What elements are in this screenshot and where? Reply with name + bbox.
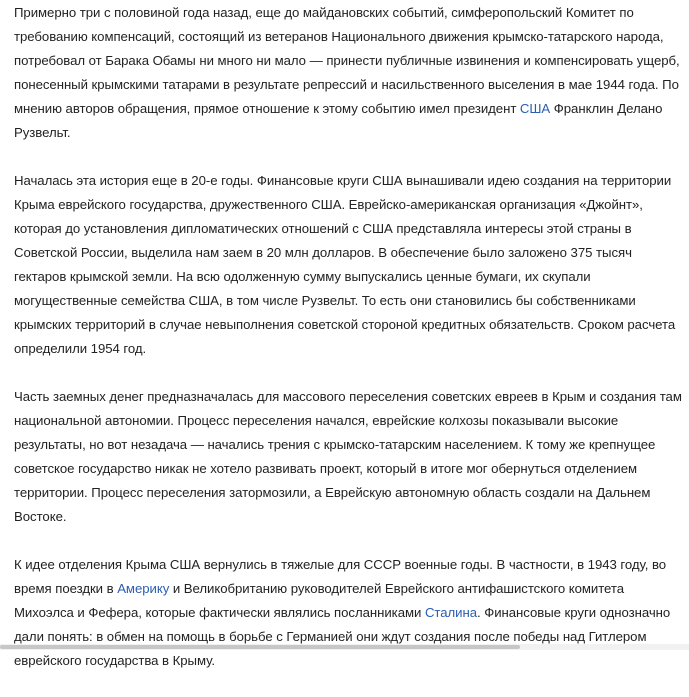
paragraph-4-text-end: . Финансовые круги однозначно дали понять: в обмен на помощь в борьбе с Германией они ждут создания после победы над Гитлером еврейского государства в Крыму. [14,605,671,668]
paragraph-4-text: К идее отделения Крыма США вернулись в тяжелые для СССР военные годы. В частности, в 1943 году, во время поездки в [14,557,667,596]
link-usa[interactable]: США [519,101,551,116]
paragraph-2-text: Началась эта история еще в 20-е годы. Финансовые круги США вынашивали идею создания на территории Крыма еврейского государства, дружественного США. Еврейско-американская организация «Джойнт», которая до установления дипломатических отношений с США представляла интересы этой страны в Советской России, выделила нам заем в 20 млн долларов. В обеспечение было заложено 375 тысяч гектаров крымской земли. На всю одолженную сумму выпускались ценные бумаги, их скупали могущественные семейства США, в том числе Рузвельт. То есть они становились бы собственниками крымских территорий в случае невыполнения советской стороной кредитных обязательств. Сроком расчета определили 1954 год. [14,173,676,356]
paragraph-1-text-end: Франклин Делано Рузвельт. [14,101,663,140]
article-body [14,1,686,697]
horizontal-scrollbar[interactable] [0,644,689,650]
paragraph-3-text: Часть заемных денег предназначалась для массового переселения советских евреев в Крым и создания там национальной автономии. Процесс переселения начался, еврейские колхозы показывали высокие результаты, но вот незадача — начались трения с крымско-татарским населением. К тому же крепнущее советское государство никак не хотело развивать проект, который в итоге мог обернуться отделением территории. Процесс переселения затормозили, а Еврейскую автономную область создали на Дальнем Востоке. [14,389,682,524]
paragraph-1-text: Примерно три с половиной года назад, еще до майдановских событий, симферопольский Комитет по требованию компенсаций, состоящий из ветеранов Национального движения крымско-татарского народа, потребовал от Барака Обамы ни много ни мало — принести публичные извинения и компенсировать ущерб, понесенный крымскими татарами в результате репрессий и насильственного выселения в мае 1944 года. По мнению авторов обращения, прямое отношение к этому событию имел президент [14,5,680,116]
link-america[interactable]: Америку [117,581,170,596]
paragraph-4-text-mid: и Великобританию руководителей Еврейского антифашистского комитета Михоэлса и Фефера, которые фактически являлись посланниками [14,581,625,620]
paragraph-1 [14,1,686,145]
paragraph-4 [14,553,686,673]
link-stalin[interactable]: Сталина [424,605,478,620]
scrollbar-thumb[interactable] [0,645,520,649]
paragraph-2 [14,169,686,361]
paragraph-3 [14,385,686,529]
